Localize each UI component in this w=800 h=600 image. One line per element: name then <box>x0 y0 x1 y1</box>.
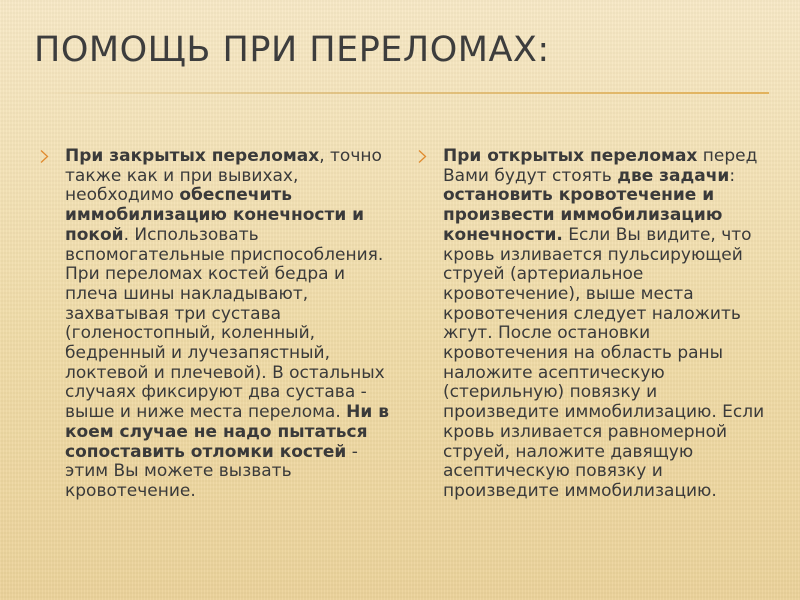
right-column-text <box>418 147 778 502</box>
text-segment: Если Вы видите, что кровь изливается пульсирующей струей (артериальное кровотечение), выше места кровотечения следует наложить жгут. После остановки кровотечения на область раны наложите асептическую (стерильную) повязку и произведите иммобилизацию. Если кровь изливается равномерной струей, наложите давящую асептическую повязку и произведите иммобилизацию. <box>443 224 765 501</box>
text-segment: - этим Вы можете вызвать кровотечение. <box>65 441 358 501</box>
text-segment: : <box>729 165 736 186</box>
right-column <box>418 147 778 502</box>
text-segment: обеспечить иммобилизацию конечности и покой <box>65 185 365 245</box>
slide-title: ПОМОЩЬ ПРИ ПЕРЕЛОМАХ: <box>34 30 550 70</box>
text-segment: Ни в коем случае не надо пытаться сопоставить отломки костей <box>65 402 389 462</box>
text-segment: перед Вами будут стоять <box>443 146 758 186</box>
text-segment: . Использовать вспомогательные приспособления. При переломах костей бедра и плеча шины накладывают, захватывая три сустава (голеностопный, коленный, бедренный и лучезапястный, локтевой и плечевой). В остальных случаях фиксируют два сустава - выше и ниже места перелома. <box>65 224 385 423</box>
text-segment: , точно также как и при вывихах, необходимо <box>65 146 382 206</box>
bullet-icon <box>418 149 427 164</box>
text-segment: При открытых переломах <box>443 146 698 166</box>
bullet-icon <box>40 149 49 164</box>
title-underline <box>34 92 769 94</box>
text-segment: остановить кровотечение и произвести иммобилизацию конечности. <box>443 185 723 245</box>
text-segment: При закрытых переломах <box>65 146 320 166</box>
left-column-text <box>40 147 395 502</box>
left-column <box>40 147 395 502</box>
text-segment: две задачи <box>617 165 730 186</box>
